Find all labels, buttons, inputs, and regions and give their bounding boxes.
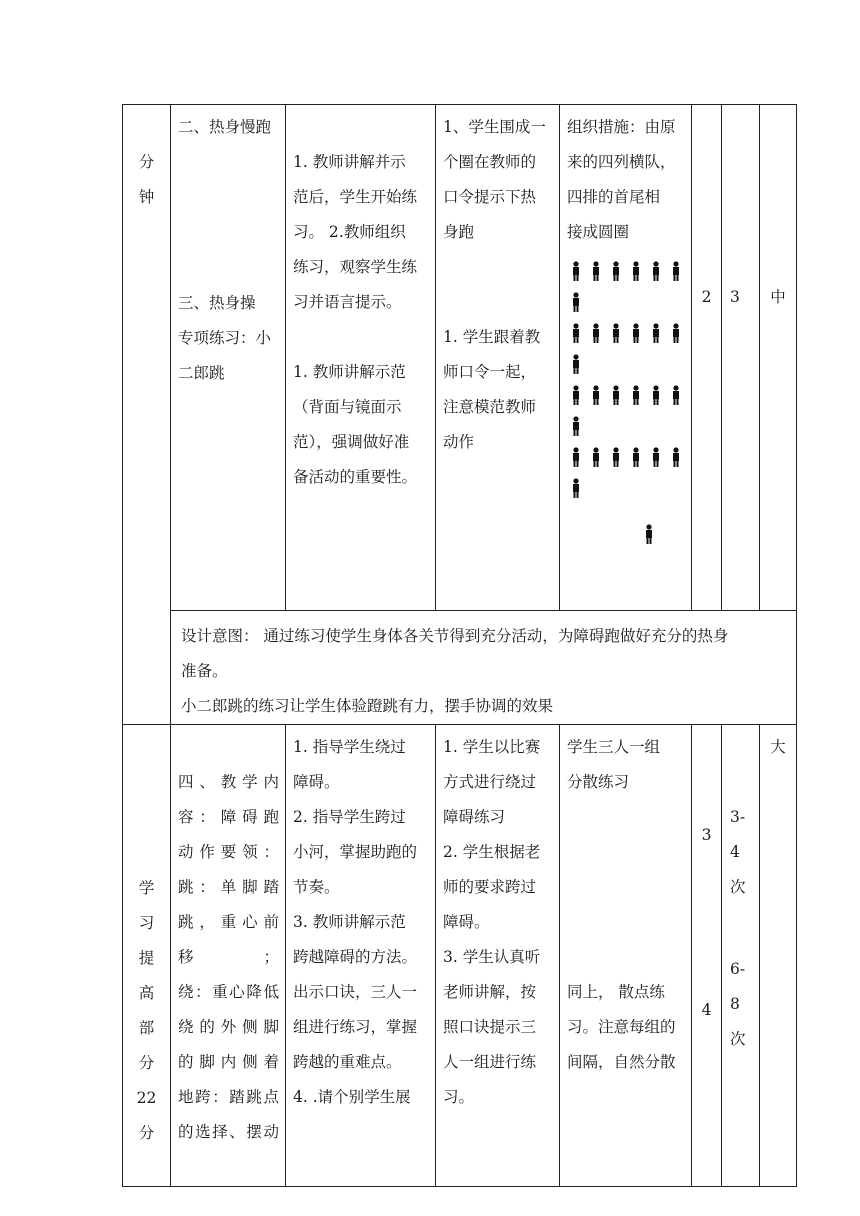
teacher-figure-icon	[643, 524, 655, 544]
organization-cell	[560, 105, 692, 611]
organization-measures: 组织措施：由原 来的四列横队， 四排的首尾相 接成圆圈	[567, 118, 676, 241]
obstacle-run-content: 四、教学内 容：障碍跑 动作要领： 跳：单脚踏 跳，重心前 移； 绕：重心降低 绕的外侧脚 的脚内侧着 地跨：踏跳点 的选择、摆动	[178, 773, 279, 1141]
student-figure-icon	[670, 447, 682, 467]
warmup-row	[123, 105, 797, 611]
group-count: 2	[701, 288, 712, 306]
student-exercise-steps: 1. 学生跟着教 师口令一起， 注意模范教师 动作	[443, 328, 541, 451]
teacher-exercise-steps: 1. 教师讲解示范 （背面与镜面示 范），强调做好准 备活动的重要性。	[293, 363, 418, 486]
student-figure-icon	[610, 261, 622, 281]
formation-row	[570, 378, 685, 412]
warmup-content-cell	[171, 105, 286, 611]
student-figure-icon	[670, 385, 682, 405]
teacher-activity-cell	[286, 105, 436, 611]
design-intent-line-2: 准备。	[181, 662, 228, 680]
section-title-vertical: 学 习 提 高 部 分 22 分	[136, 879, 157, 1142]
student-figure-icon	[630, 261, 642, 281]
student-jog-steps: 1、学生围成一 个圈在教师的 口令提示下热 身跑	[443, 118, 546, 241]
teacher-jog-steps: 1. 教师讲解并示 范后，学生开始练 习。 2.教师组织 练习，观察学生练 习并语言提示。	[293, 153, 418, 311]
time-unit-label: 分 钟	[138, 153, 155, 206]
student-figure-icon	[570, 323, 582, 343]
lesson-plan-table	[122, 104, 797, 1187]
student-figure-icon	[630, 385, 642, 405]
student-practice-steps: 1. 学生以比赛 方式进行绕过 障碍练习 2. 学生根据老 师的要求跨过 障碍。 3. 学生认真听 老师讲解，按 照口诀提示三 人一组进行练 习。	[443, 738, 541, 1106]
student-figure-icon	[590, 447, 602, 467]
design-intent-line-1: 设计意图： 通过练习使学生身体各关节得到充分活动，为障碍跑做好充分的热身	[181, 627, 729, 645]
student-figure-icon	[570, 261, 582, 281]
group-count-a: 3	[701, 826, 712, 844]
student-figure-icon	[630, 323, 642, 343]
formation-row	[570, 440, 685, 474]
formation-row	[570, 316, 685, 350]
formation-diagram	[567, 254, 685, 544]
student-figure-icon	[570, 385, 582, 405]
group-practice-note: 学生三人一组 分散练习	[567, 738, 661, 791]
student-figure-icon	[590, 261, 602, 281]
student-figure-icon	[630, 447, 642, 467]
design-intent-line-3: 小二郎跳的练习让学生体验蹬跳有力，摆手协调的效果	[181, 697, 554, 715]
repetitions-b: 6- 8 次	[730, 960, 746, 1048]
formation-row-tail	[570, 474, 685, 502]
student-figure-icon	[650, 447, 662, 467]
formation-row	[570, 254, 685, 288]
warmup-exercise-title: 三、热身操 专项练习：小 二郎跳	[178, 294, 272, 382]
student-figure-icon	[650, 323, 662, 343]
student-figure-icon	[570, 447, 582, 467]
student-figure-icon	[570, 478, 582, 498]
student-figure-icon	[610, 323, 622, 343]
teacher-guidance-steps: 1. 指导学生绕过 障碍。 2. 指导学生跨过 小河，掌握助跑的 节奏。 3. 教师讲解示范 跨越障碍的方法。 出示口诀，三人一 组进行练习，掌握 跨越的重难点。 4. .请个别学生展	[293, 738, 418, 1106]
intensity-level: 中	[770, 288, 786, 306]
formation-row-tail	[570, 288, 685, 316]
design-intent-row	[123, 611, 797, 725]
repetitions-a: 3- 4 次	[730, 808, 746, 896]
repetition-count: 3	[730, 288, 740, 306]
student-figure-icon	[610, 385, 622, 405]
student-figure-icon	[590, 385, 602, 405]
student-figure-icon	[650, 385, 662, 405]
student-figure-icon	[570, 416, 582, 436]
student-figure-icon	[590, 323, 602, 343]
student-figure-icon	[570, 354, 582, 374]
student-figure-icon	[670, 323, 682, 343]
formation-row-tail	[570, 412, 685, 440]
student-figure-icon	[650, 261, 662, 281]
student-figure-icon	[570, 292, 582, 312]
intensity-level-high: 大	[770, 738, 786, 756]
student-figure-icon	[670, 261, 682, 281]
learning-row	[123, 725, 797, 1187]
student-activity-cell	[436, 105, 560, 611]
scatter-practice-note: 同上， 散点练 习。注意每组的 间隔，自然分散	[567, 983, 676, 1071]
warmup-jog-title: 二、热身慢跑	[178, 118, 272, 136]
group-count-b: 4	[701, 1001, 712, 1019]
formation-row-tail	[570, 350, 685, 378]
student-figure-icon	[610, 447, 622, 467]
